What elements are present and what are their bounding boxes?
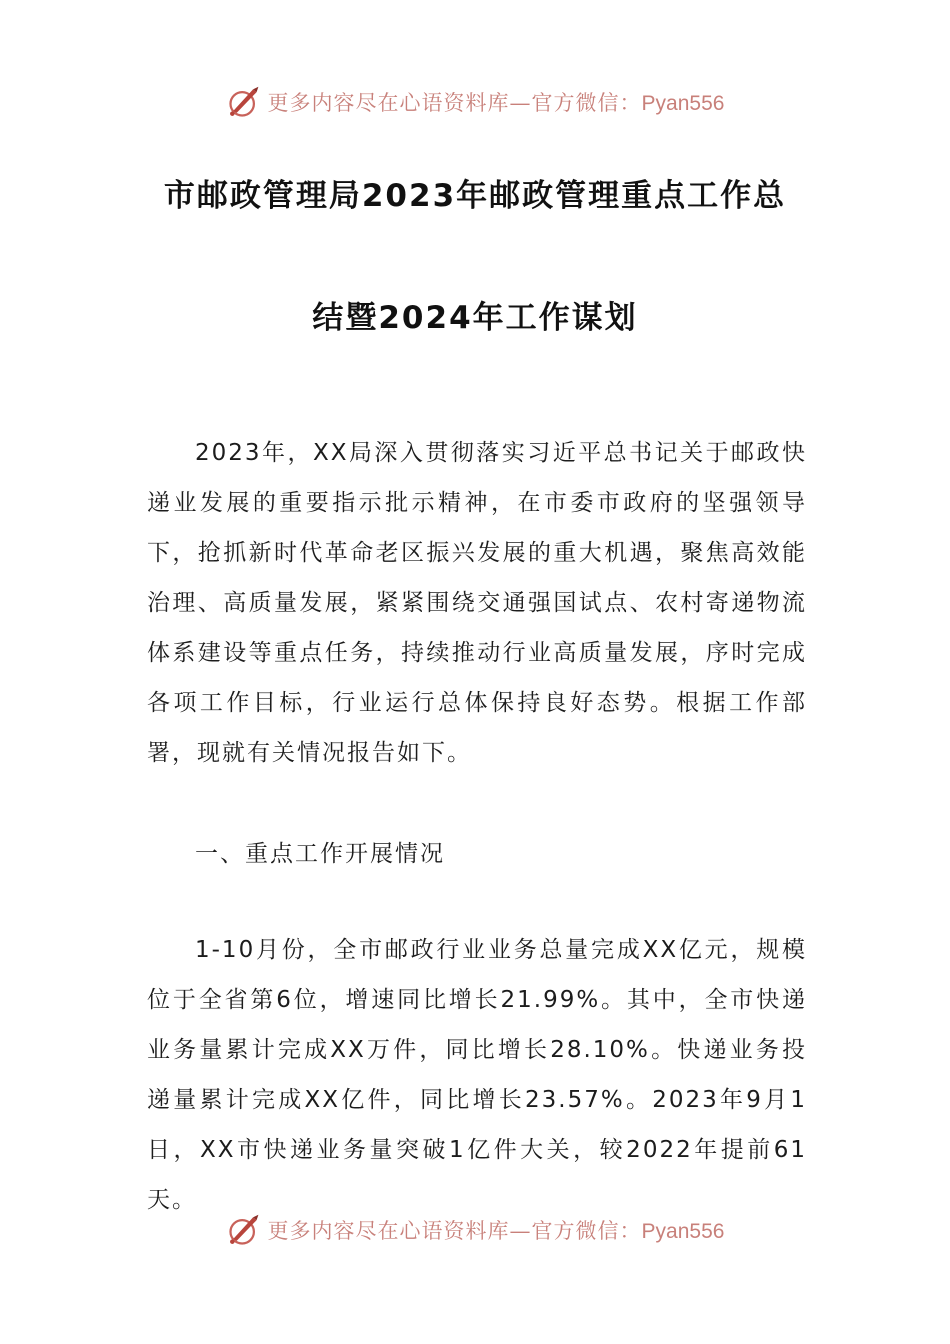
quill-pen-logo-icon <box>226 84 262 120</box>
intro-paragraph: 2023年，XX局深入贯彻落实习近平总书记关于邮政快递业发展的重要指示批示精神，在市委市政府的坚强领导下，抢抓新时代革命老区振兴发展的重大机遇，聚焦高效能治理、高质量发展，紧紧围绕交通强国试点、农村寄递物流体系建设等重点任务，持续推动行业高质量发展，序时完成各项工作目标，行业运行总体保持良好态势。根据工作部署，现就有关情况报告如下。 <box>147 440 807 766</box>
watermark-wechat-id: Pyan556 <box>641 92 725 115</box>
watermark-wechat-id: Pyan556 <box>641 1220 725 1243</box>
section-heading: 一、重点工作开展情况 <box>195 841 445 867</box>
document-title-line1: 市邮政管理局2023年邮政管理重点工作总 <box>163 178 787 214</box>
watermark-text: 更多内容尽在心语资料库—官方微信：Pyan556 <box>267 1219 725 1243</box>
statistics-paragraph: 1-10月份，全市邮政行业业务总量完成XX亿元，规模位于全省第6位，增速同比增长21.99%。其中，全市快递业务量累计完成XX万件，同比增长28.10%。快递业务投递量累计完成XX亿件，同比增长23.57%。2023年9月1日，XX市快递业务量突破1亿件大关，较2022年提前61天。 <box>147 937 807 1213</box>
quill-pen-logo-icon <box>226 1212 262 1248</box>
footer-watermark <box>0 1208 950 1252</box>
document-title-line2: 结暨2024年工作谋划 <box>312 300 638 336</box>
watermark-text: 更多内容尽在心语资料库—官方微信：Pyan556 <box>267 91 725 115</box>
header-watermark <box>0 80 950 124</box>
